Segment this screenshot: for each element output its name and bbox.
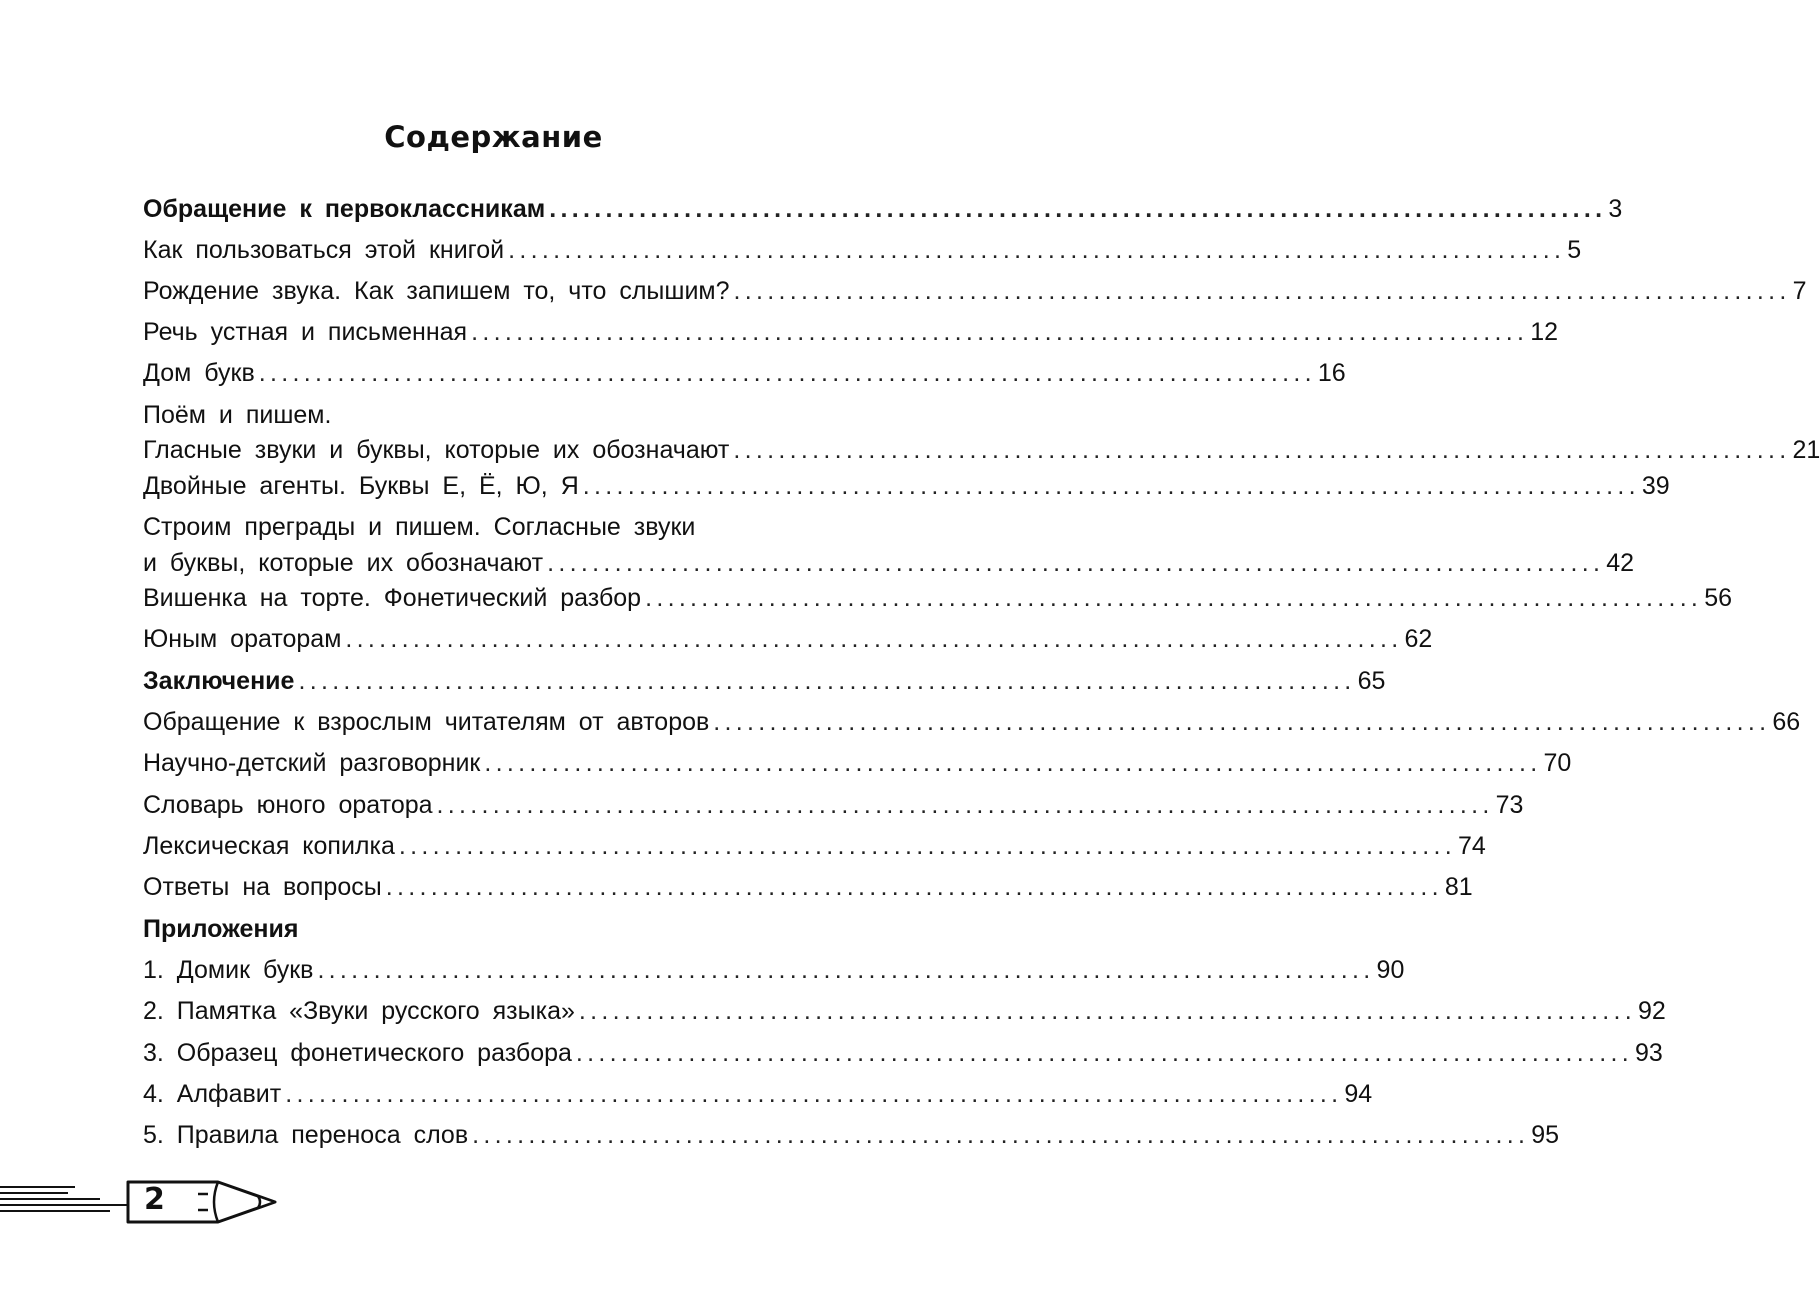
toc-entry-title: 1. Домик букв — [143, 956, 314, 984]
toc-entry[interactable] — [143, 358, 1346, 388]
toc-entry[interactable] — [143, 276, 1807, 306]
toc-entry-title: Юным ораторам — [143, 625, 342, 653]
toc-entry[interactable] — [143, 666, 1386, 696]
dot-leader: .............................................................................................. — [645, 584, 1703, 612]
toc-entry-title: Заключение — [143, 667, 295, 695]
toc-entry-page: 94 — [1344, 1080, 1373, 1108]
toc-entry[interactable] — [143, 624, 1433, 654]
toc-entry[interactable] — [143, 790, 1524, 820]
toc-entry-title: 3. Образец фонетического разбора — [143, 1039, 572, 1067]
toc-entry-page: 65 — [1357, 667, 1386, 695]
toc-entry-title: Научно-детский разговорник — [143, 749, 481, 777]
toc-entry[interactable] — [143, 1038, 1663, 1068]
toc-entry-page: 74 — [1458, 832, 1486, 860]
dot-leader: .............................................................................................. — [547, 549, 1605, 577]
toc-entry-first-line: Строим преграды и пишем. Согласные звуки — [143, 513, 696, 541]
toc-entry-title: 4. Алфавит — [143, 1080, 282, 1108]
toc-entry-page: 12 — [1530, 318, 1559, 346]
dot-leader: .............................................................................................. — [317, 956, 1375, 984]
toc-entry[interactable] — [143, 317, 1559, 347]
toc-entry-title: 2. Памятка «Звуки русского языка» — [143, 997, 575, 1025]
toc-entry-page: 56 — [1704, 584, 1732, 612]
toc-entry-title: 5. Правила переноса слов — [143, 1121, 469, 1149]
toc-entry-page: 95 — [1531, 1121, 1560, 1149]
toc-entry-page: 70 — [1543, 749, 1572, 777]
toc-entry[interactable] — [143, 872, 1473, 902]
toc-entry-title: Вишенка на торте. Фонетический разбор — [143, 584, 642, 612]
dot-leader: .............................................................................................. — [713, 708, 1771, 736]
toc-entry[interactable] — [143, 583, 1732, 613]
page-title: Содержание — [384, 120, 603, 154]
dot-leader: .............................................................................................. — [472, 1121, 1530, 1149]
dot-leader: .............................................................................................. — [484, 749, 1542, 777]
toc-entry[interactable] — [143, 831, 1486, 861]
toc-entry-page: 5 — [1567, 236, 1582, 264]
toc-entry-title: Гласные звуки и буквы, которые их обозначают — [143, 436, 730, 464]
toc-entry[interactable] — [143, 707, 1801, 737]
toc-entry-page: 16 — [1317, 359, 1346, 387]
toc-entry[interactable] — [143, 548, 1635, 578]
toc-entry-title: Обращение к первоклассникам — [143, 195, 546, 223]
toc-entry[interactable] — [143, 996, 1666, 1026]
toc-entry[interactable] — [143, 435, 1820, 465]
dot-leader: .............................................................................................. — [471, 318, 1529, 346]
toc-entry-page: 3 — [1608, 195, 1623, 223]
toc-entry[interactable] — [143, 471, 1670, 501]
dot-leader: .............................................................................................. — [298, 667, 1356, 695]
toc-entry[interactable] — [143, 1079, 1373, 1109]
toc-entry-title: Двойные агенты. Буквы Е, Ё, Ю, Я — [143, 472, 579, 500]
toc-entry-title: Словарь юного оратора — [143, 791, 433, 819]
toc-entry[interactable] — [143, 955, 1405, 985]
dot-leader: .............................................................................................. — [733, 436, 1791, 464]
page-number: 2 — [144, 1182, 165, 1217]
dot-leader: .............................................................................................. — [436, 791, 1494, 819]
toc-entry-title: Речь устная и письменная — [143, 318, 468, 346]
dot-leader: .............................................................................................. — [578, 997, 1637, 1025]
dot-leader: .............................................................................................. — [549, 195, 1607, 223]
toc-entry-page: 93 — [1635, 1039, 1663, 1067]
toc-entry-page: 92 — [1638, 997, 1666, 1025]
toc-entry-title: Ответы на вопросы — [143, 873, 382, 901]
toc-entry[interactable] — [143, 194, 1623, 224]
dot-leader: .............................................................................................. — [285, 1080, 1343, 1108]
dot-leader: .............................................................................................. — [398, 832, 1457, 860]
toc-entry-title: Лексическая копилка — [143, 832, 395, 860]
toc-entry-title: Рождение звука. Как запишем то, что слышим? — [143, 277, 730, 305]
toc-entry-page: 90 — [1376, 956, 1405, 984]
toc-entry-title: Как пользоваться этой книгой — [143, 236, 505, 264]
page-footer — [0, 1170, 300, 1240]
toc-entry-first-line: Поём и пишем. — [143, 401, 332, 429]
dot-leader: .............................................................................................. — [345, 625, 1403, 653]
toc-entry-page: 39 — [1641, 472, 1670, 500]
toc-entry-page: 42 — [1606, 549, 1635, 577]
dot-leader: .............................................................................................. — [733, 277, 1791, 305]
toc-entry-page: 7 — [1792, 277, 1807, 305]
toc-entry-page: 62 — [1404, 625, 1433, 653]
dot-leader: .............................................................................................. — [258, 359, 1316, 387]
toc-entry[interactable] — [143, 235, 1582, 265]
toc-entry-title: Дом букв — [143, 359, 255, 387]
toc-entry-title: Обращение к взрослым читателям от авторов — [143, 708, 710, 736]
dot-leader: .............................................................................................. — [508, 236, 1566, 264]
toc-entry[interactable] — [143, 748, 1572, 778]
dot-leader: .............................................................................................. — [582, 472, 1640, 500]
toc-entry-page: 66 — [1772, 708, 1801, 736]
dot-leader: .............................................................................................. — [385, 873, 1443, 901]
dot-leader: .............................................................................................. — [575, 1039, 1634, 1067]
toc-entry-page: 81 — [1444, 873, 1473, 901]
toc-entry-page: 21 — [1792, 436, 1820, 464]
toc-section-heading: Приложения — [143, 915, 299, 943]
toc-entry[interactable] — [143, 1120, 1560, 1150]
toc-entry-title: и буквы, которые их обозначают — [143, 549, 544, 577]
toc-entry-page: 73 — [1495, 791, 1524, 819]
